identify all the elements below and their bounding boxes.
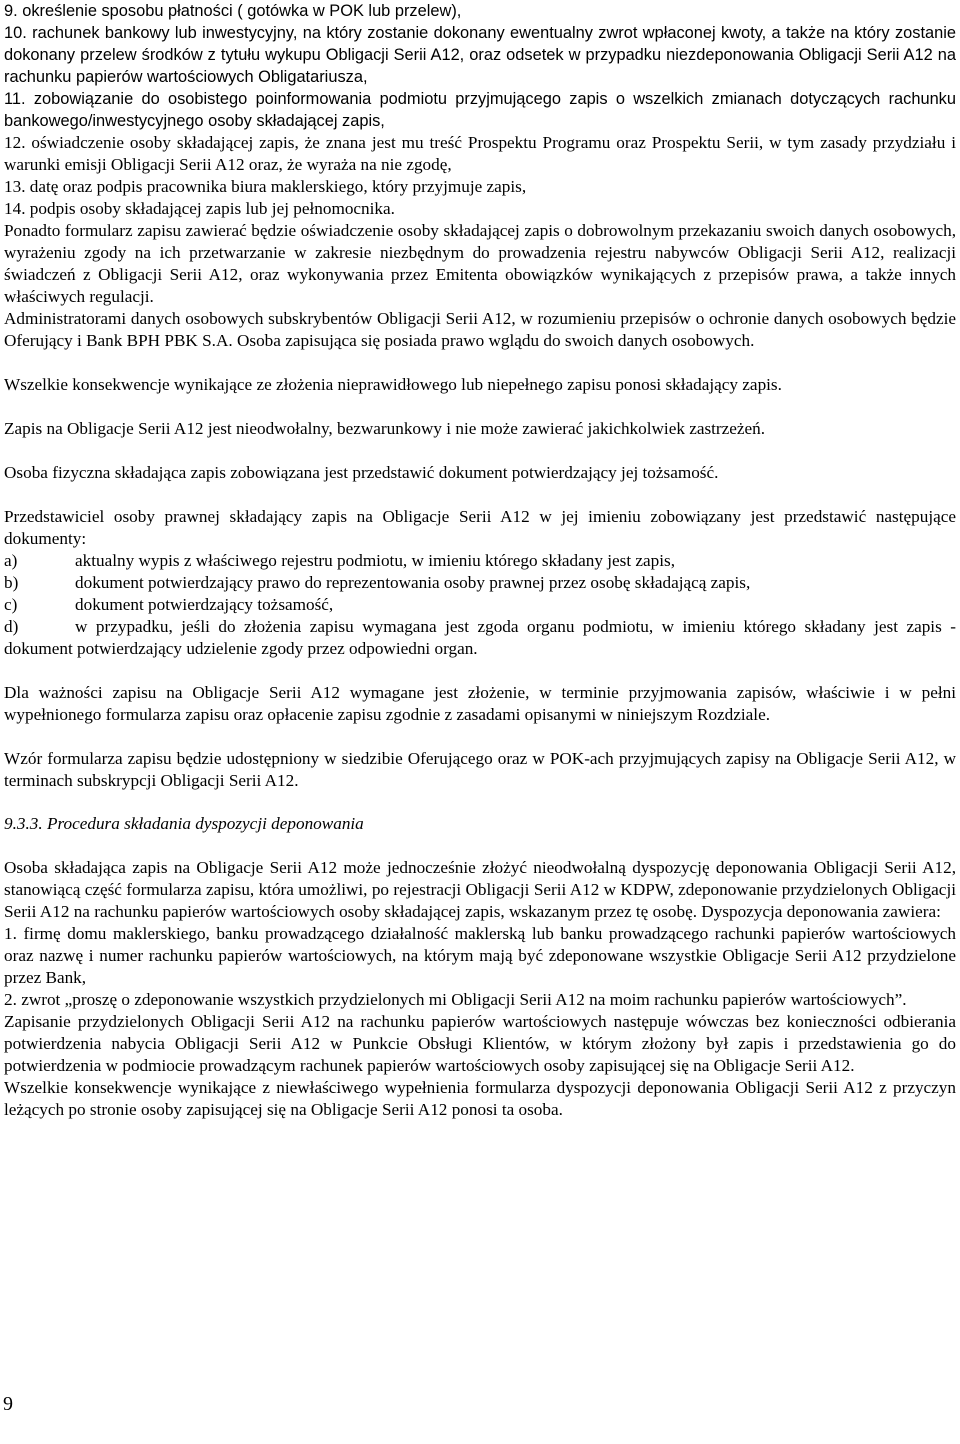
paragraph-irrevocable: Zapis na Obligacje Serii A12 jest nieodwołalny, bezwarunkowy i nie może zawierać jakichkolwiek zastrzeżeń.	[4, 419, 766, 438]
page-number: 9	[3, 1393, 13, 1415]
doc-item-c	[4, 594, 956, 616]
list-item-9: 9. określenie sposobu płatności ( gotówka w POK lub przelew),	[4, 2, 462, 20]
doc-item-text: aktualny wypis z właściwego rejestru podmiotu, w imieniu którego składany jest zapis,	[75, 551, 676, 570]
paragraph-identity: Osoba fizyczna składająca zapis zobowiązana jest przedstawić dokument potwierdzający jej tożsamość.	[4, 463, 719, 482]
doc-item-text: dokument potwierdzający tożsamość,	[75, 595, 334, 614]
paragraph-validity: Dla ważności zapisu na Obligacje Serii A12 wymagane jest złożenie, w terminie przyjmowania zapisów, właściwie i w pełni wypełnionego formularza zapisu oraz opłacenie zapisu zgodnie z zasadami opisanymi w niniejszym Rozdziale.	[4, 683, 956, 724]
section-heading: 9.3.3. Procedura składania dyspozycji deponowania	[4, 814, 364, 833]
list-item-13: 13. datę oraz podpis pracownika biura maklerskiego, który przyjmuje zapis,	[4, 177, 527, 196]
doc-item-a	[4, 550, 956, 572]
doc-item-b	[4, 572, 956, 594]
doc-item-text: w przypadku, jeśli do złożenia zapisu wymagana jest zgoda organu podmiotu, w imieniu którego składany jest zapis - dokument potwierdzający udzielenie zgody przez odpowiedni organ.	[4, 617, 956, 658]
paragraph-form-declaration: Ponadto formularz zapisu zawierać będzie oświadczenie osoby składającej zapis o dobrowolnym przekazaniu swoich danych osobowych, wyrażeniu zgody na ich przetwarzanie w zakresie niezbędnym do prowadzenia rejestru nabywców Obligacji Serii A12, realizacji świadczeń z Obligacji Serii A12, oraz wykonywania przez Emitenta obowiązków wynikających z przepisów prawa, a także innych właściwych regulacji.	[4, 221, 956, 306]
paragraph-administrators: Administratorami danych osobowych subskrybentów Obligacji Serii A12, w rozumieniu przepisów o ochronie danych osobowych będzie Oferujący i Bank BPH PBK S.A. Osoba zapisująca się posiada prawo wglądu do swoich danych osobowych.	[4, 309, 956, 350]
doc-item-d	[4, 616, 956, 660]
paragraph-final: Wszelkie konsekwencje wynikające z niewłaściwego wypełnienia formularza dyspozycji deponowania Obligacji Serii A12 z przyczyn leżących po stronie osoby zapisującej się na Obligacje Serii A12 ponosi ta osoba.	[4, 1078, 956, 1119]
paragraph-form-template: Wzór formularza zapisu będzie udostępniony w siedzibie Oferującego oraz w POK-ach przyjmujących zapisy na Obligacje Serii A12, w terminach subskrypcji Obligacji Serii A12.	[4, 749, 956, 790]
list-item-11: 11. zobowiązanie do osobistego poinformowania podmiotu przyjmującego zapis o wszelkich zmianach dotyczących rachunku bankowego/inwestycyjnego osoby składającej zapis,	[4, 90, 956, 130]
deposit-item-1: 1. firmę domu maklerskiego, banku prowadzącego działalność maklerską lub banku prowadzącego rachunki papierów wartościowych oraz nazwę i numer rachunku papierów wartościowych, na którym mają być zdeponowane wszystkie Obligacje Serii A12 przydzielone przez Bank,	[4, 924, 956, 987]
list-item-14: 14. podpis osoby składającej zapis lub jej pełnomocnika.	[4, 199, 395, 218]
list-item-10: 10. rachunek bankowy lub inwestycyjny, na który zostanie dokonany ewentualny zwrot wpłaconej kwoty, a także na który zostanie dokonany przelew środków z tytułu wykupu Obligacji Serii A12, oraz odsetek w przypadku niezdeponowania Obligacji Serii A12 na rachunku papierów wartościowych Obligatariusza,	[4, 24, 956, 86]
document-body	[4, 132, 956, 1121]
list-items-9-11	[4, 0, 956, 132]
paragraph-registration: Zapisanie przydzielonych Obligacji Serii A12 na rachunku papierów wartościowych następuje wówczas bez konieczności odbierania potwierdzenia nabycia Obligacji Serii A12 w Punkcie Obsługi Klientów, w którym złożony był zapis i przedstawienia go do potwierdzenia w podmiocie prowadzącym rachunek papierów wartościowych osoby zapisującej się na Obligacje Serii A12.	[4, 1012, 956, 1075]
paragraph-deposit-intro: Osoba składająca zapis na Obligacje Serii A12 może jednocześnie złożyć nieodwołalną dyspozycję deponowania Obligacji Serii A12, stanowiącą część formularza zapisu, która umożliwi, po rejestracji Obligacji Serii A12 w KDPW, zdeponowanie przydzielonych Obligacji Serii A12 na rachunku papierów wartościowych osoby składającej zapis, wskazanym przez tę osobę. Dyspozycja deponowania zawiera:	[4, 858, 956, 921]
deposit-item-2: 2. zwrot „proszę o zdeponowanie wszystkich przydzielonych mi Obligacji Serii A12 na moim rachunku papierów wartościowych”.	[4, 990, 907, 1009]
doc-item-marker: b)	[4, 573, 19, 592]
list-item-12: 12. oświadczenie osoby składającej zapis, że znana jest mu treść Prospektu Programu oraz Prospektu Serii, w tym zasady przydziału i warunki emisji Obligacji Serii A12 oraz, że wyraża na nie zgodę,	[4, 133, 956, 174]
doc-item-text: dokument potwierdzający prawo do reprezentowania osoby prawnej przez osobę składającą zapis,	[75, 573, 751, 592]
paragraph-consequences: Wszelkie konsekwencje wynikające ze złożenia nieprawidłowego lub niepełnego zapisu ponosi składający zapis.	[4, 375, 782, 394]
doc-item-marker: a)	[4, 551, 18, 570]
document-page	[4, 0, 956, 1121]
doc-item-marker: c)	[4, 595, 18, 614]
doc-item-marker: d)	[4, 617, 19, 636]
paragraph-legal-representative: Przedstawiciel osoby prawnej składający zapis na Obligacje Serii A12 w jej imieniu zobowiązany jest przedstawić następujące dokumenty:	[4, 507, 956, 548]
